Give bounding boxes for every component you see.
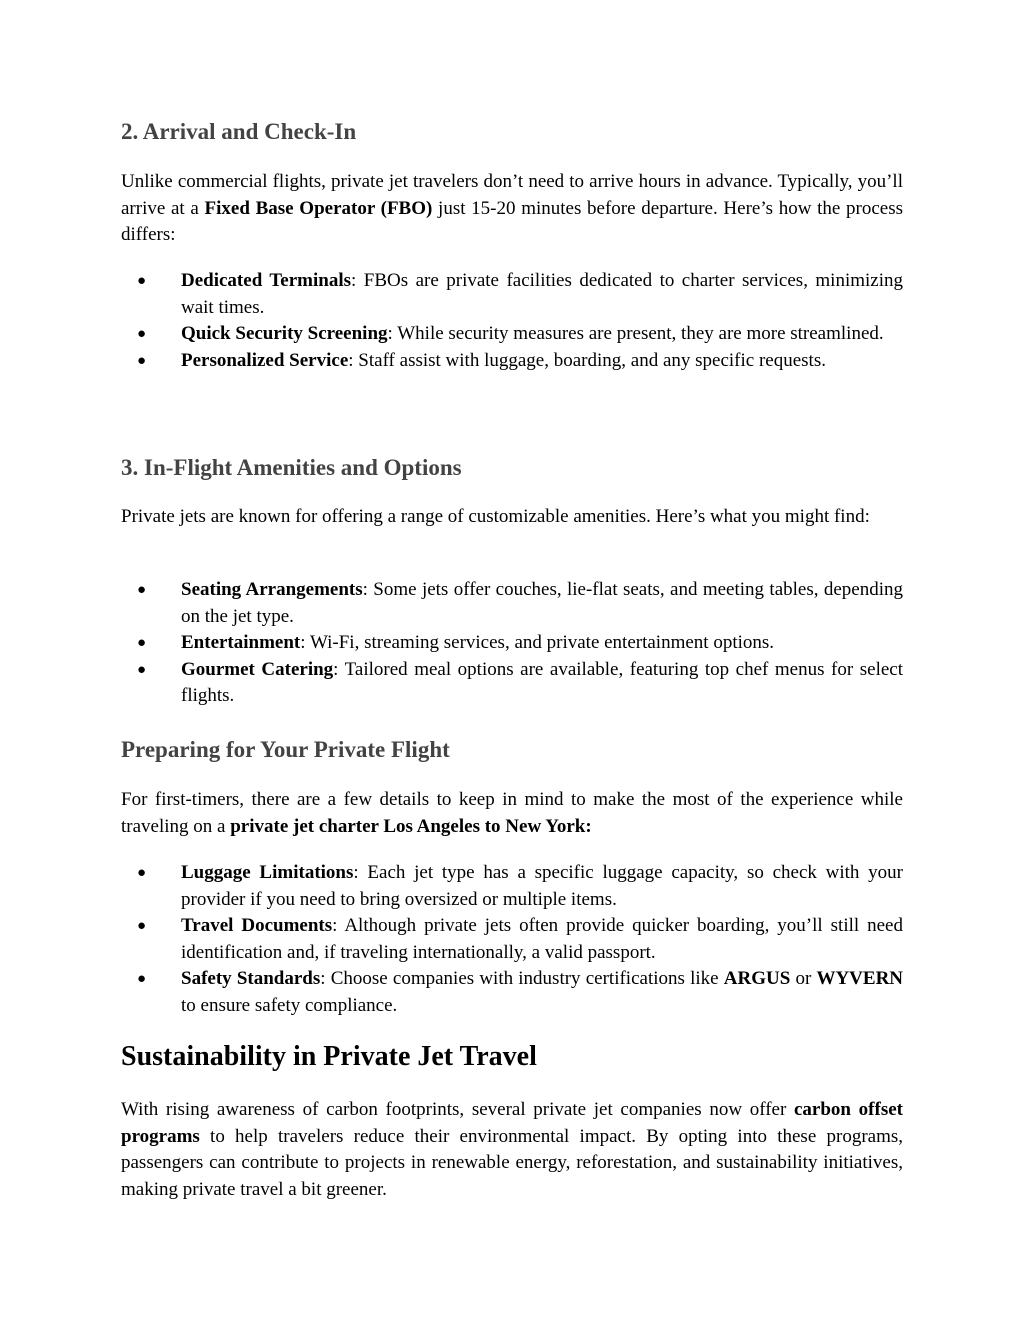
section-heading-amenities: 3. In-Flight Amenities and Options	[121, 455, 462, 480]
bullet-icon: ●	[137, 971, 147, 987]
bullet-list-preparing	[121, 860, 903, 1019]
list-item-term: Safety Standards	[181, 968, 321, 989]
text-run: For first-timers, there are a few details to keep in mind to make the most of the experience while traveling on a	[121, 789, 903, 837]
bullet-icon: ●	[137, 326, 147, 342]
list-item-description: : Some jets offer couches, lie-flat seats, and meeting tables, depending on the jet type.	[181, 579, 904, 627]
list-item-description: : Choose companies with industry certifications like	[320, 968, 724, 989]
list-item-term: Dedicated Terminals	[181, 270, 352, 291]
bold-text-run: carbon offset programs	[121, 1099, 903, 1147]
text-run: Private jets are known for offering a range of customizable amenities. Here’s what you might find:	[121, 506, 870, 527]
list-item-description: : Wi-Fi, streaming services, and private entertainment options.	[300, 632, 775, 653]
list-item	[121, 860, 903, 913]
bullet-icon: ●	[137, 635, 147, 651]
certification-name: ARGUS	[723, 968, 791, 989]
section-heading-arrival: 2. Arrival and Check-In	[121, 119, 357, 144]
text-run: Unlike commercial flights, private jet travelers don’t need to arrive hours in advance. Typically, you’ll arrive at a	[121, 171, 903, 219]
list-item	[121, 321, 903, 348]
bullet-icon: ●	[137, 352, 147, 369]
paragraph-amenities-intro	[121, 504, 903, 531]
list-item-term: Gourmet Catering	[181, 658, 334, 680]
list-item-description: : Although private jets often provide quicker boarding, you’ll still need identification and, if traveling internationally, a valid passport.	[181, 915, 903, 963]
certification-name: WYVERN	[816, 968, 904, 989]
list-item-description: : Each jet type has a specific luggage capacity, so check with your provider if you need to bring oversized or multiple items.	[181, 862, 904, 910]
paragraph-preparing-intro	[121, 787, 903, 840]
list-item-description: : While security measures are present, they are more streamlined.	[387, 323, 884, 344]
list-item	[121, 268, 903, 321]
list-item-term: Personalized Service	[181, 349, 349, 371]
paragraph-arrival-intro	[121, 169, 903, 249]
paragraph-sustainability	[121, 1097, 903, 1203]
section-heading-preparing: Preparing for Your Private Flight	[121, 737, 450, 762]
list-item	[121, 657, 903, 710]
list-item-term: Seating Arrangements	[181, 579, 363, 600]
list-item-description: or	[790, 968, 817, 989]
list-item-term: Entertainment	[181, 632, 301, 653]
bold-text-run: private jet charter Los Angeles to New York:	[230, 815, 592, 837]
bullet-icon: ●	[137, 273, 147, 289]
list-item-description: : Staff assist with luggage, boarding, and any specific requests.	[348, 349, 826, 371]
text-run: to help travelers reduce their environmental impact. By opting into these programs, passengers can contribute to projects in renewable energy, reforestation, and sustainability initiatives, making private travel a bit greener.	[121, 1125, 903, 1200]
bold-text-run: Fixed Base Operator (FBO)	[204, 197, 433, 219]
bullet-icon: ●	[137, 918, 147, 934]
text-run: With rising awareness of carbon footprints, several private jet companies now offer	[121, 1099, 794, 1120]
section-heading-sustainability: Sustainability in Private Jet Travel	[121, 1041, 537, 1072]
bullet-icon: ●	[137, 582, 147, 598]
text-run: just 15-20 minutes before departure. Here’s how the process differs:	[121, 197, 904, 245]
list-item	[121, 913, 903, 966]
list-item-description: : FBOs are private facilities dedicated to charter services, minimizing wait times.	[181, 270, 904, 318]
list-item-term: Quick Security Screening	[181, 323, 388, 344]
bullet-icon: ●	[137, 661, 147, 678]
list-item	[121, 348, 903, 375]
list-item-description: : Tailored meal options are available, featuring top chef menus for select flights.	[181, 658, 903, 706]
list-item-term: Travel Documents	[181, 915, 333, 936]
bullet-list-arrival	[121, 268, 903, 374]
list-item-description: to ensure safety compliance.	[181, 994, 398, 1016]
list-item-term: Luggage Limitations	[181, 862, 354, 883]
bullet-icon: ●	[137, 865, 147, 881]
list-item	[121, 577, 903, 630]
list-item	[121, 630, 903, 657]
bullet-list-amenities	[121, 577, 903, 710]
list-item	[121, 966, 903, 1019]
